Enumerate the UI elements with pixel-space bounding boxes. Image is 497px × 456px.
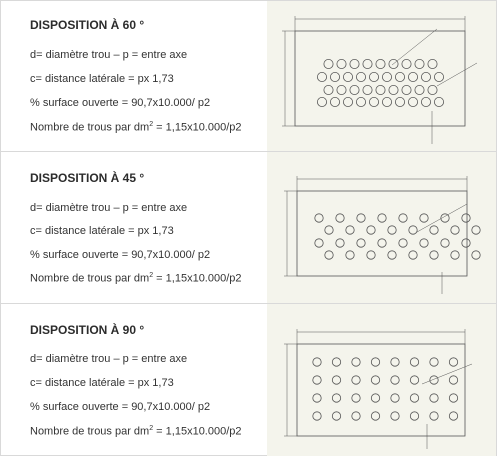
plate-outline [297, 344, 465, 436]
perforation-hole [388, 85, 397, 94]
diagram-60-svg [267, 1, 497, 151]
section-title: DISPOSITION À 90 ° [30, 323, 145, 337]
perforation-hole [429, 358, 437, 366]
holes-formula: = 1,15x10.000/p2 [153, 425, 242, 438]
perforation-hole [387, 226, 395, 234]
surface-line: % surface ouverte = 90,7x10.000/ p2 [30, 401, 211, 413]
perforation-hole [414, 85, 423, 94]
diagram-90-svg [267, 304, 497, 456]
perforation-hole [312, 412, 320, 420]
perforation-hole [371, 394, 379, 402]
perforation-hole [343, 72, 352, 81]
perforation-hole [375, 85, 384, 94]
perforation-hole [345, 226, 353, 234]
perforation-hole [343, 97, 352, 106]
perforation-hole [314, 239, 322, 247]
lateral-line: c= distance latérale = px 1,73 [30, 225, 174, 237]
perforation-hole [471, 251, 479, 259]
plate-outline [297, 191, 467, 276]
perforation-hole [390, 376, 398, 384]
diameter-line: d= diamètre trou – p = entre axe [30, 49, 188, 61]
perforation-hole [335, 239, 343, 247]
perforation-hole [377, 214, 385, 222]
perforation-hole [332, 412, 340, 420]
perforation-hole [427, 59, 436, 68]
perforation-hole [317, 97, 326, 106]
perforation-hole [434, 72, 443, 81]
perforation-hole [345, 251, 353, 259]
perforation-hole [421, 97, 430, 106]
perforation-hole [449, 376, 457, 384]
perforation-hole [419, 214, 427, 222]
surface-line: % surface ouverte = 90,7x10.000/ p2 [30, 97, 211, 109]
perforation-hole [356, 214, 364, 222]
perforation-hole [371, 358, 379, 366]
perforation-hole [440, 239, 448, 247]
perforation-hole [408, 251, 416, 259]
perforation-hole [351, 376, 359, 384]
section-90-text [1, 304, 266, 456]
perforation-hole [450, 251, 458, 259]
section-90 [1, 303, 496, 456]
perforation-hole [395, 72, 404, 81]
perforation-hole [356, 72, 365, 81]
perforation-hole [382, 97, 391, 106]
perforation-hole [398, 214, 406, 222]
perforation-hole [429, 226, 437, 234]
perforation-hole [387, 251, 395, 259]
perforation-hole [330, 97, 339, 106]
perforation-hole [323, 59, 332, 68]
perforation-hole [410, 376, 418, 384]
perforation-hole [349, 85, 358, 94]
perforation-hole [314, 214, 322, 222]
perforation-hole [332, 358, 340, 366]
holes-line [30, 425, 242, 438]
perforation-hole [324, 251, 332, 259]
holes-label: Nombre de trous par dm [30, 121, 150, 134]
perforated-plate-90-diagram [267, 304, 497, 456]
holes-exponent: 2 [149, 425, 154, 432]
perforation-hole [410, 412, 418, 420]
perforation-hole [390, 394, 398, 402]
perforation-hole [410, 358, 418, 366]
perforation-hole [336, 59, 345, 68]
perforation-hole [450, 226, 458, 234]
perforation-hole [410, 394, 418, 402]
perforation-hole [312, 394, 320, 402]
section-45-text [1, 152, 266, 304]
perforation-hole [398, 239, 406, 247]
section-60-text [1, 1, 266, 151]
diagram-45-svg [267, 152, 497, 304]
diameter-line: d= diamètre trou – p = entre axe [30, 202, 188, 214]
surface-line: % surface ouverte = 90,7x10.000/ p2 [30, 249, 211, 261]
perforation-hole [351, 394, 359, 402]
section-60 [1, 1, 496, 151]
perforation-hole [429, 251, 437, 259]
holes-formula: = 1,15x10.000/p2 [153, 121, 242, 134]
perforation-hole [449, 394, 457, 402]
lateral-line: c= distance latérale = px 1,73 [30, 377, 174, 389]
perforation-hole [429, 376, 437, 384]
holes-line [30, 272, 242, 285]
perforation-hole [395, 97, 404, 106]
perforation-hole [312, 358, 320, 366]
perforation-hole [401, 59, 410, 68]
perforation-hole [356, 239, 364, 247]
perforation-hole [356, 97, 365, 106]
perforation-hole [421, 72, 430, 81]
perforation-hole [369, 72, 378, 81]
perforation-hole [362, 85, 371, 94]
perforation-hole [362, 59, 371, 68]
perforation-hole [408, 97, 417, 106]
perforation-hole [408, 226, 416, 234]
holes-label: Nombre de trous par dm [30, 425, 150, 438]
perforation-hole [382, 72, 391, 81]
perforation-hole [312, 376, 320, 384]
perforation-hole [349, 59, 358, 68]
perforation-hole [375, 59, 384, 68]
perforation-hole [461, 214, 469, 222]
perforation-hole [323, 85, 332, 94]
perforation-hole [390, 358, 398, 366]
holes-line [30, 121, 242, 134]
holes-formula: = 1,15x10.000/p2 [153, 272, 242, 285]
perforated-plate-45-diagram [267, 152, 497, 304]
perforation-hole [317, 72, 326, 81]
section-title: DISPOSITION À 45 ° [30, 171, 145, 185]
perforation-hole [371, 376, 379, 384]
leader-line [417, 204, 467, 232]
holes-exponent: 2 [149, 272, 154, 279]
diameter-line: d= diamètre trou – p = entre axe [30, 353, 188, 365]
perforation-hole [371, 412, 379, 420]
perforation-hole [351, 412, 359, 420]
perforation-hole [429, 412, 437, 420]
section-title: DISPOSITION À 60 ° [30, 18, 145, 32]
perforation-hole [449, 358, 457, 366]
perforation-hole [369, 97, 378, 106]
perforation-hole [324, 226, 332, 234]
plate-outline [295, 31, 465, 126]
perforation-hole [429, 394, 437, 402]
perforated-plate-60-diagram [267, 1, 497, 151]
lateral-line: c= distance latérale = px 1,73 [30, 73, 174, 85]
perforation-hole [332, 394, 340, 402]
perforation-hole [471, 226, 479, 234]
holes-exponent: 2 [149, 121, 154, 128]
perforation-hole [335, 214, 343, 222]
perforation-hole [427, 85, 436, 94]
perforation-hole [330, 72, 339, 81]
perforation-hole [419, 239, 427, 247]
perforation-hole [336, 85, 345, 94]
perforation-hole [332, 376, 340, 384]
perforation-hole [390, 412, 398, 420]
holes-label: Nombre de trous par dm [30, 272, 150, 285]
perforation-hole [434, 97, 443, 106]
perforation-hole [461, 239, 469, 247]
perforation-hole [408, 72, 417, 81]
perforation-hole [414, 59, 423, 68]
perforation-hole [401, 85, 410, 94]
perforation-hole [351, 358, 359, 366]
perforation-hole [377, 239, 385, 247]
perforation-hole [449, 412, 457, 420]
section-45 [1, 151, 496, 304]
perforation-hole [366, 251, 374, 259]
perforation-hole [366, 226, 374, 234]
leader-line [422, 364, 472, 384]
